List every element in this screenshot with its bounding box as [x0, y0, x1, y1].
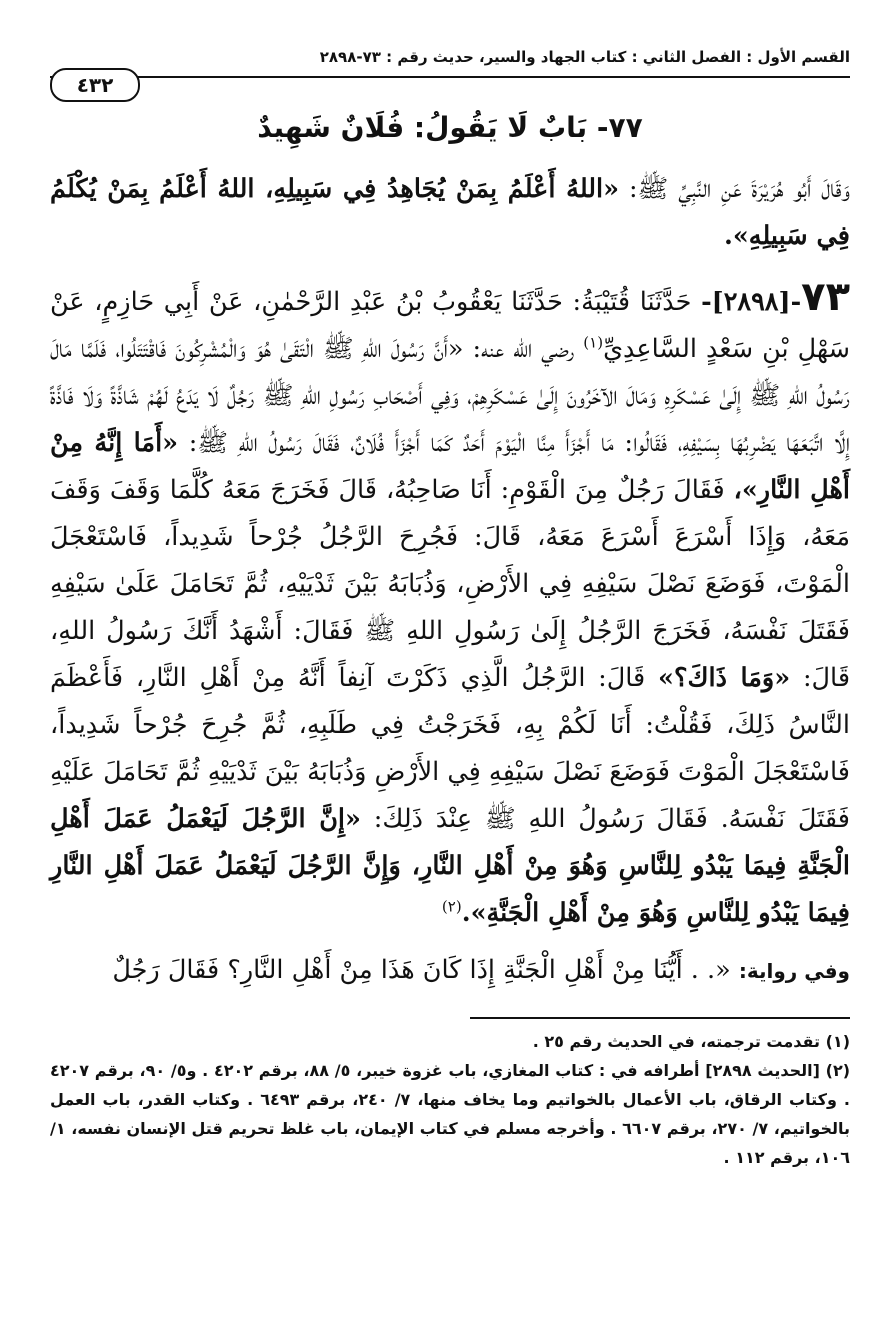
- hadith-paragraph: [50, 274, 850, 937]
- intro-paragraph: [50, 166, 850, 260]
- page-number: ٤٣٢: [50, 68, 140, 102]
- intro-quote: «اللهُ أَعْلَمُ بِمَنْ يُجَاهِدُ فِي سَبِيلِهِ، اللهُ أَعْلَمُ بِمَنْ يُكْلَمُ فِي سَبِيلِهِ».: [50, 174, 850, 251]
- document-page: [50, 42, 850, 1302]
- hadith-quote-1: «أَمَا إِنَّهُ مِنْ أَهْلِ النَّارِ»،: [50, 428, 851, 505]
- riwaya-label: وفي رواية:: [738, 959, 850, 983]
- footnote-divider: [470, 1017, 850, 1019]
- footnotes: [50, 1027, 850, 1172]
- hadith-quote-2: «وَمَا ذَاكَ؟»: [658, 663, 791, 693]
- footnote-marker-1: (١): [583, 333, 604, 352]
- running-title: القسم الأول : الفصل الثاني : كتاب الجهاد والسير، حديث رقم : ٧٣-٢٨٩٨: [319, 48, 850, 66]
- hadith-isnad: حَدَّثَنَا قُتَيْبَةُ: حَدَّثَنَا يَعْقُوبُ بْنُ عَبْدِ الرَّحْمٰنِ، عَنْ أَبِي حَازِمٍ، عَنْ سَهْلِ بْنِ سَعْدٍ السَّاعِدِيِّ: [50, 287, 851, 364]
- hadith-quote-3: «إِنَّ الرَّجُلَ لَيَعْمَلُ عَمَلَ أَهْلِ الْجَنَّةِ فِيمَا يَبْدُو لِلنَّاسِ وَهُوَ مِنْ أَهْلِ النَّارِ، وَإِنَّ الرَّجُلَ لَيَعْمَلُ عَمَلَ أَهْلِ النَّارِ فِيمَا يَبْدُو لِلنَّاسِ وَهُوَ مِنْ أَهْلِ الْجَنَّةِ».: [50, 804, 850, 928]
- riwaya-text: «. . أَيُّنَا مِنْ أَهْلِ الْجَنَّةِ إِذَا كَانَ هَذَا مِنْ أَهْلِ النَّارِ؟ فَقَالَ رَجُلٌ: [112, 955, 731, 985]
- footnote-marker-2: (٢): [441, 897, 462, 916]
- intro-text: وَقَالَ أَبُو هُرَيْرَةَ عَنِ النَّبِيِّ ﷺ:: [628, 174, 850, 204]
- chapter-title: ٧٧- بَابٌ لَا يَقُولُ: فُلَانٌ شَهِيدٌ: [257, 111, 643, 144]
- hadith-text-2: فَقَالَ رَجُلٌ مِنَ الْقَوْمِ: أَنَا صَاحِبُهُ، قَالَ فَخَرَجَ مَعَهُ كُلَّمَا وَقَفَ وَقَفَ مَعَهُ، وَإِذَا أَسْرَعَ أَسْرَعَ مَعَهُ، قَالَ: فَجُرِحَ الرَّجُلُ جُرْحاً شَدِيداً، فَاسْتَعْجَلَ الْمَوْتَ، فَوَضَعَ نَصْلَ سَيْفِهِ فِي الأَرْضِ، وَذُبَابَهُ بَيْنَ ثَدْيَيْهِ، ثُمَّ تَحَامَلَ عَلَىٰ سَيْفِهِ فَقَتَلَ نَفْسَهُ، فَخَرَجَ الرَّجُلُ إِلَىٰ رَسُولِ اللهِ ﷺ فَقَالَ: أَشْهَدُ أَنَّكَ رَسُولُ اللهِ، قَالَ:: [50, 475, 851, 693]
- running-header: [50, 42, 850, 97]
- riwaya-paragraph: [50, 947, 850, 995]
- hadith-text-3: قَالَ: الرَّجُلُ الَّذِي ذَكَرْتَ آنِفاً أَنَّهُ مِنْ أَهْلِ النَّارِ، فَأَعْظَمَ النَّاسُ ذَلِكَ، فَقُلْتُ: أَنَا لَكُمْ بِهِ، فَخَرَجْتُ فِي طَلَبِهِ، ثُمَّ جُرِحَ جُرْحاً شَدِيداً، فَاسْتَعْجَلَ الْمَوْتَ فَوَضَعَ نَصْلَ سَيْفِهِ فِي الأَرْضِ وَذُبَابَهُ بَيْنَ ثَدْيَيْهِ ثُمَّ تَحَامَلَ عَلَيْهِ فَقَتَلَ نَفْسَهُ. فَقَالَ رَسُولُ اللهِ ﷺ عِنْدَ ذَلِكَ:: [50, 663, 850, 834]
- hadith-text-1: «أَنَّ رَسُولَ اللهِ ﷺ الْتَقَىٰ هُوَ وَالْمُشْرِكُونَ فَاقْتَتَلُوا، فَلَمَّا مَالَ رَسُولُ اللهِ ﷺ إِلَىٰ عَسْكَرِهِ وَمَالَ الآخَرُونَ إِلَىٰ عَسْكَرِهِمْ، وَفِي أَصْحَابِ رَسُولِ اللهِ ﷺ رَجُلٌ لَا يَدَعُ لَهُمْ شَاذَّةً وَلَا فَاذَّةً إِلَّا اتَّبَعَهَا يَضْرِبُهَا بِسَيْفِهِ، فَقَالُوا: مَا أَجْزَأَ مِنَّا الْيَوْمَ أَحَدٌ كَمَا أَجْزَأَ فُلَانٌ، فَقَالَ رَسُولُ اللهِ ﷺ:: [50, 334, 850, 458]
- hadith-number: ٧٣: [801, 274, 850, 320]
- hadith-ref: -[٢٨٩٨]-: [701, 287, 802, 317]
- footnote-2: (٢) [الحديث ٢٨٩٨] أطرافه في : كتاب المغازي، باب غزوة خيبر، ٥/ ٨٨، برقم ٤٢٠٢ . و٥/ ٩٠، برقم ٤٢٠٧ . وكتاب الرقاق، باب الأعمال بالخواتيم وما يخاف منها، ٧/ ٢٤٠، برقم ٦٤٩٣ . وكتاب القدر، باب العمل بالخواتيم، ٧/ ٢٧٠، برقم ٦٦٠٧ . وأخرجه مسلم في كتاب الإيمان، باب غلظ تحريم قتل الإنسان نفسه، ١/ ١٠٦، برقم ١١٢ .: [50, 1061, 851, 1167]
- footnote-1: (١) تقدمت ترجمته، في الحديث رقم ٢٥ .: [532, 1032, 850, 1051]
- hadith-after-isnad: رضي الله عنه:: [472, 334, 575, 364]
